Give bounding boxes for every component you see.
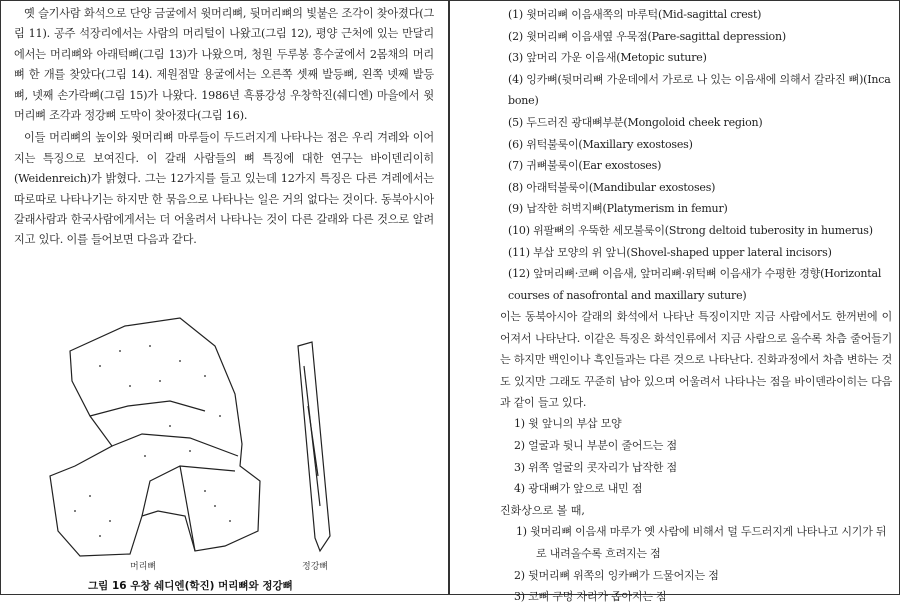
list-item: 2) 얼굴과 뒷니 부분이 줄어드는 점 bbox=[514, 438, 677, 452]
list-item: (4) 잉카뼈(뒷머리뼈 가운데에서 가로로 나 있는 이음새에 의해서 갈라진 뼈)(Inca bone) bbox=[508, 72, 891, 108]
list-item: 1) 윗 앞니의 부삽 모양 bbox=[514, 417, 622, 431]
list-item: 1) 윗머리뼈 이음새 마루가 옛 사람에 비해서 덜 두드러지게 나타나고 시기가 뒤로 내려올수록 흐려지는 점 bbox=[516, 525, 887, 560]
figure-label-skull: 머리뼈 bbox=[130, 562, 157, 572]
feature-point-list bbox=[508, 413, 892, 499]
tibia-drawing bbox=[298, 342, 330, 551]
list-item: (3) 앞머리 가운 이음새(Metopic suture) bbox=[508, 51, 707, 65]
list-item: (2) 윗머리뼈 이음새옆 우묵점(Pare-sagittal depression) bbox=[508, 29, 786, 43]
list-item: (5) 두드러진 광대뼈부분(Mongoloid cheek region) bbox=[508, 115, 763, 129]
figure-label-tibia: 정강뼈 bbox=[302, 562, 329, 572]
list-item: 3) 위쪽 얼굴의 콧자리가 납작한 점 bbox=[514, 460, 677, 474]
left-paragraph-2: 이들 머리뼈의 높이와 윗머리뼈 마루들이 두드러지게 나타나는 점은 우리 겨레와 이어지는 특징으로 보여진다. 이 갈래 사람들의 뼈 특징에 대한 연구는 바이덴리이히(Weidenreich)가 밝혔다. 그는 12가지를 들고 있는데 12가지 특징은 다른 겨레에서는 따로따로 나타나기는 하지만 한 묶음으로 나타나는 일은 거의 없다는 것이다. 동북아시아 갈래사람과 한국사람에게서는 더 어울려서 나타나는 것이 다른 갈래와 다른 것으로 알려지고 있다. 이를 들어보면 다음과 같다. bbox=[14, 131, 434, 247]
figure-16-drawing bbox=[30, 306, 350, 595]
list-item: (12) 앞머리뼈·코뼈 이음새, 앞머리뼈·위턱뼈 이음새가 수평한 경향(Horizontal courses of nasofrontal and maxillary suture) bbox=[508, 267, 882, 302]
column-divider bbox=[448, 0, 450, 595]
list-item: 3) 코뼈 구멍 자리가 좁아지는 점 bbox=[514, 590, 667, 604]
list-item: 2) 뒷머리뼈 위쪽의 잉카뼈가 드물어지는 점 bbox=[514, 568, 719, 582]
skull-texture-dots bbox=[74, 345, 231, 537]
evolution-heading: 진화상으로 볼 때, bbox=[500, 503, 585, 517]
figure-caption: 그림 16 우창 쉐디엔(학진) 머리뼈와 정강뼈 bbox=[88, 580, 293, 592]
list-item: (1) 윗머리뼈 이음새쪽의 마루턱(Mid-sagittal crest) bbox=[508, 8, 762, 21]
list-item: (9) 납작한 허벅지뼈(Platymerism in femur) bbox=[508, 202, 728, 216]
right-paragraph: 이는 동북아시아 갈래의 화석에서 나타난 특징이지만 지금 사람에서도 한꺼번에 이어져서 나타난다. 이같은 특징은 화석인류에서 지금 사람으로 올수록 차츰 줄어들기는 하지만 백인이나 흑인들과는 다른 것으로 나타난다. 진화과정에서 차츰 변하는 것도 있지만 그래도 꾸준히 남아 있으며 어울려서 나타나는 점을 바이덴라이히는 다음과 같이 들고 있다. bbox=[500, 310, 892, 409]
list-item: (11) 부삽 모양의 위 앞니(Shovel-shaped upper lateral incisors) bbox=[508, 245, 832, 259]
right-column bbox=[500, 4, 892, 608]
left-paragraph-1: 옛 슬기사람 화석으로 단양 금굴에서 윗머리뼈, 뒷머리뼈의 빛붙은 조각이 찾아졌다(그림 11). 공주 석장리에서는 사람의 머리털이 나왔고(그림 12), 평양 근처에 있는 만달리에서는 머리뼈와 아래턱뼈(그림 13)가 나왔으며, 청원 두루봉 흥수굴에서 2몸채의 머리뼈 한 개를 찾았다(그림 14). 제원점말 용굴에서는 오른쪽 셋째 발등뼈, 왼쪽 넷째 발등뼈, 넷째 손가락뼈(그림 15)가 나왔다. 1986년 흑룡강성 우창학진(쉐디엔) 마을에서 윗머리뼈 조각과 정강뼈 도막이 찾아졌다(그림 16). bbox=[14, 7, 434, 123]
skull-fragment-drawing bbox=[50, 318, 260, 556]
list-item: (8) 아래턱불룩이(Mandibular exostoses) bbox=[508, 180, 716, 194]
list-item: (7) 귀뼈불룩이(Ear exostoses) bbox=[508, 159, 662, 173]
left-column bbox=[14, 4, 434, 251]
list-item: (10) 위팔뼈의 우뚝한 세모불룩이(Strong deltoid tuberosity in humerus) bbox=[508, 223, 873, 237]
list-item: 4) 광대뼈가 앞으로 내민 점 bbox=[514, 482, 643, 496]
trait-list bbox=[508, 4, 892, 306]
list-item: (6) 위턱불룩이(Maxillary exostoses) bbox=[508, 137, 693, 151]
